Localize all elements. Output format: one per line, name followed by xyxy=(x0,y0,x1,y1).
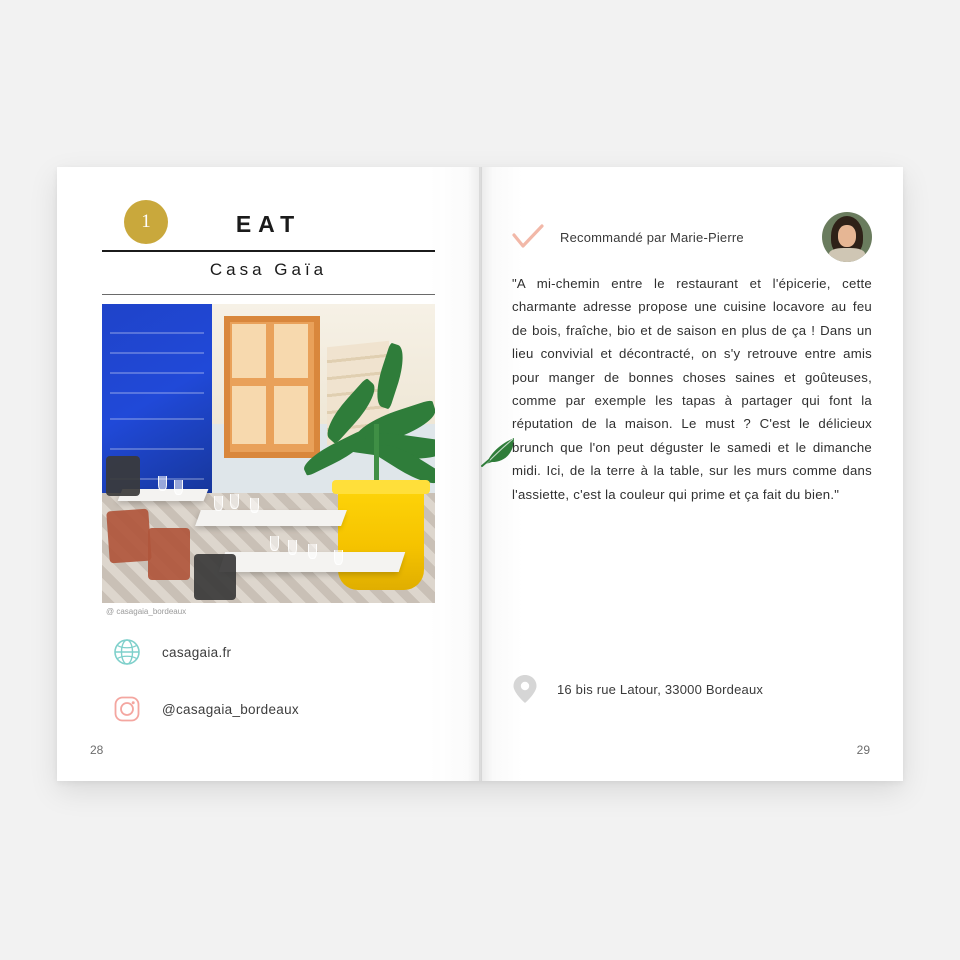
website-label: casagaia.fr xyxy=(162,644,232,660)
check-icon xyxy=(512,224,544,250)
review-quote: "A mi-chemin entre le restaurant et l'épicerie, cette charmante adresse propose une cuisine locavore au feu de bois, fraîche, bio et de saison en plus de ça ! Dans un lieu convivial et décontracté, on s'y retrouve entre amis pour manger de bonnes choses saines et goûteuses, comme par exemple les tapas à partager qui font la réputation de la maison. Le must ? C'est le délicieux brunch que l'on peut déguster le samedi et le dimanche midi. Ici, de la terre à la table, sur les murs comme dans l'assiette, c'est la couleur qui prime et ça fait du bien." xyxy=(512,276,872,502)
photo-glass xyxy=(308,544,317,559)
photo-glass xyxy=(250,498,259,513)
photo-credit: @ casagaia_bordeaux xyxy=(106,607,187,616)
address-row[interactable] xyxy=(512,674,763,704)
title-rule-bottom xyxy=(102,294,435,295)
contact-instagram[interactable] xyxy=(112,694,299,724)
left-page xyxy=(57,167,480,781)
photo-chair xyxy=(106,509,152,564)
book-spine xyxy=(479,167,482,781)
venue-photo xyxy=(102,304,435,603)
page-title: EAT xyxy=(235,211,302,237)
contact-website[interactable] xyxy=(112,637,231,667)
instagram-icon xyxy=(112,694,142,724)
venue-name: Casa Gaïa xyxy=(209,260,328,279)
avatar xyxy=(822,212,872,262)
photo-table xyxy=(195,510,347,526)
recommendation-label: Recommandé par Marie-Pierre xyxy=(560,229,744,245)
address-label: 16 bis rue Latour, 33000 Bordeaux xyxy=(557,681,764,697)
open-book xyxy=(57,167,903,781)
photo-glass xyxy=(174,480,183,495)
globe-icon xyxy=(112,637,142,667)
photo-glass xyxy=(214,496,223,511)
photo-glass xyxy=(334,550,343,565)
photo-glass xyxy=(288,540,297,555)
photo-palm-stem xyxy=(374,424,379,486)
instagram-label: @casagaia_bordeaux xyxy=(162,701,299,717)
map-pin-icon xyxy=(512,674,538,704)
recommendation-row xyxy=(512,212,872,262)
photo-yellow-pot xyxy=(338,480,424,590)
page-number-right: 29 xyxy=(856,743,870,757)
title-rule-top xyxy=(102,250,435,252)
page-number-left: 28 xyxy=(90,743,104,757)
photo-chair xyxy=(106,456,140,496)
photo-glass xyxy=(230,494,239,509)
photo-glass xyxy=(270,536,279,551)
right-page xyxy=(480,167,903,781)
section-number: 1 xyxy=(141,211,151,232)
photo-window-frame xyxy=(224,316,320,458)
photo-chair xyxy=(194,554,236,600)
photo-chair xyxy=(148,528,190,580)
photo-glass xyxy=(158,476,167,491)
